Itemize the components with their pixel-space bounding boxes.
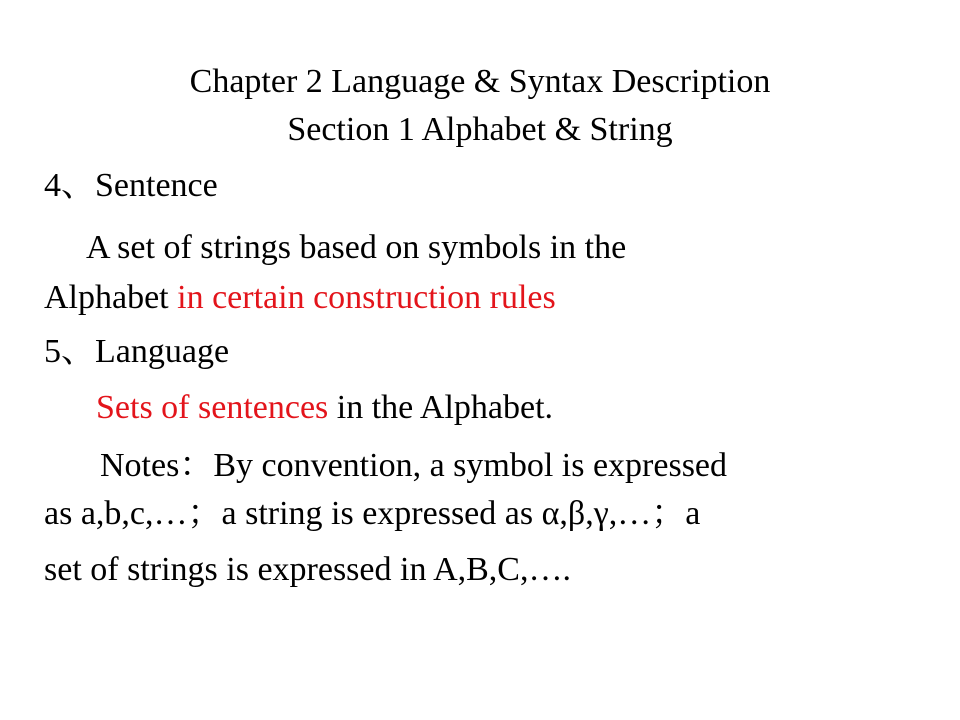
sentence-definition-red-text: in certain construction rules — [177, 279, 556, 316]
heading-sentence: 4、Sentence — [44, 167, 218, 204]
language-definition — [96, 386, 553, 430]
slide-title-chapter: Chapter 2 Language & Syntax Description — [189, 63, 771, 100]
slide-title-section: Section 1 Alphabet & String — [287, 111, 673, 148]
heading-language: 5、Language — [44, 333, 230, 370]
language-definition-red-text: Sets of sentences — [96, 389, 329, 426]
notes-line2: as a,b,c,…；a string is expressed as α,β,γ,…；a — [44, 495, 701, 532]
sentence-definition-black-text: Alphabet — [44, 279, 178, 316]
sentence-definition-line2 — [44, 276, 556, 320]
notes-line3: set of strings is expressed in A,B,C,…. — [44, 551, 571, 588]
notes-line1: Notes：By convention, a symbol is expressed — [100, 447, 728, 484]
language-definition-black-text: in the Alphabet. — [328, 389, 554, 426]
sentence-definition-line1: A set of strings based on symbols in the — [86, 229, 627, 266]
